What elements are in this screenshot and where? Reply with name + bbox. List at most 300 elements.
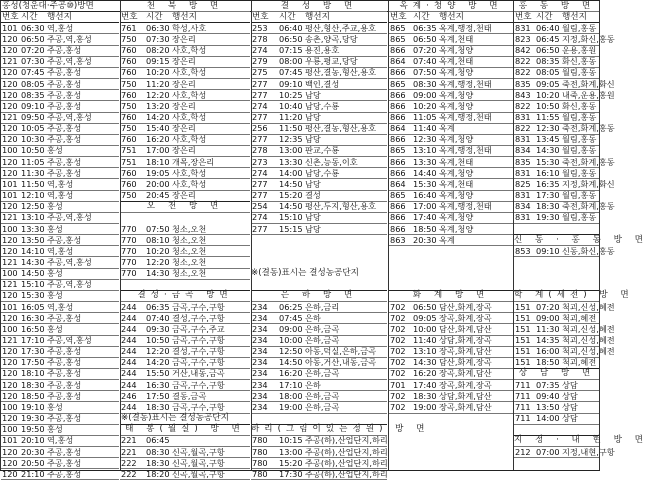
column-divider [388,0,389,471]
section-title: 홍성(청운대·주공⑩)방면 [2,0,94,11]
route-number: 277 [252,134,268,145]
header-number: 번호 [2,11,19,22]
destination: 금곡,구수,주교 [172,323,225,334]
destination: 주공,홍성 [47,457,82,468]
departure-time: 06:50 [413,33,437,44]
destination: 주공,홍성 [47,390,82,401]
route-number: 100 [2,268,18,279]
destination: 옥계,행정,천태 [439,145,492,156]
route-number: 831 [515,22,531,33]
departure-time: 09:00 [536,312,560,323]
row-divider [251,413,387,414]
departure-time: 11:20 [146,78,170,89]
route-number: 120 [2,390,18,401]
destination: 옥계,청양 [439,67,474,78]
destination: 결성 [305,190,321,201]
route-number: 760 [121,167,137,178]
departure-time: 11:55 [536,112,560,122]
destination: 장곡,화계,담산 [439,401,492,412]
route-number: 234 [252,390,268,401]
departure-time: 07:15 [279,45,303,56]
departure-time: 18:00 [279,390,303,401]
departure-time: 15:30 [21,290,45,301]
route-number: 834 [515,201,531,212]
route-number: 151 [515,335,531,345]
destination: 사호,학성 [172,178,207,189]
column-divider [0,0,1,471]
row-divider [514,223,600,224]
route-number: 843 [515,89,531,100]
destination: 결성,구수,구항 [172,312,225,323]
route-number: 780 [252,446,268,457]
departure-time: 20:30 [413,234,437,245]
route-number: 234 [252,401,268,412]
destination: 주공(하),산업단지,하리 [305,468,388,479]
departure-time: 14:30 [21,256,45,267]
route-number: 760 [121,112,137,122]
destination: 판교,수룡 [305,145,340,156]
route-number: 151 [515,301,531,312]
departure-time: 11:40 [413,123,437,134]
destination: 주공,홍성 [47,413,82,424]
destination: 옥계,천태 [439,33,474,44]
destination: 주공,홍성 [47,234,82,245]
route-number: 853 [515,245,531,256]
departure-time: 08:05 [21,78,45,89]
departure-time: 08:20 [146,45,170,56]
route-number: 750 [121,190,137,201]
departure-time: 12:20 [146,256,170,267]
departure-time: 19:00 [279,401,303,412]
section-title: 상 담 방 면 [518,368,596,379]
destination: 신곡,월곡,구항 [172,457,225,468]
destination: 지정,화계,화신 [562,178,615,189]
departure-time: 16:20 [279,368,303,379]
route-number: 780 [252,435,268,446]
departure-time: 19:50 [21,424,45,435]
route-number: 120 [2,67,18,78]
route-number: 750 [121,78,137,89]
row-divider [514,435,600,436]
destination: 은하 [305,379,321,390]
departure-time: 14:20 [146,357,170,368]
departure-time: 18:30 [413,390,437,401]
departure-time: 13:50 [536,401,560,412]
destination: 홍성 [47,424,63,435]
departure-time: 14:30 [146,268,170,279]
departure-time: 12:30 [413,134,437,145]
destination: 옥계,청양 [439,45,474,56]
route-number: 256 [252,123,268,134]
column-divider [513,0,514,471]
destination: 주공(하),산업단지,하리 [305,457,388,468]
route-number: 244 [121,357,137,368]
destination: 주공,역,홍성 [47,212,92,223]
route-number: 121 [2,212,18,223]
route-number: 831 [515,112,531,122]
destination: 주공,홍성 [47,67,82,78]
route-number: 864 [390,178,406,189]
route-number: 751 [121,145,137,156]
destination: 주공,홍성 [47,312,82,323]
header-destination: 행선지 [305,11,330,22]
route-number: 701 [390,379,406,390]
destination: 내죽,운용,홍원 [562,89,615,100]
destination: 장은리 [172,33,196,44]
route-number: 221 [121,446,137,457]
departure-time: 16:20 [146,134,170,145]
departure-time: 18:30 [21,379,45,390]
route-number: 234 [252,323,268,334]
departure-time: 10:25 [279,89,303,100]
route-number: 831 [515,190,531,201]
route-number: 822 [515,67,531,78]
departure-time: 14:50 [279,357,303,368]
route-number: 780 [252,457,268,468]
route-number: 866 [390,156,406,167]
destination: 거산,내동,금곡 [172,368,225,379]
departure-time: 18:30 [146,401,170,412]
departure-time: 15:30 [413,178,437,189]
destination: 옥계,천태 [439,56,474,67]
destination: 주공,홍성 [47,167,82,178]
route-number: 842 [515,45,531,56]
column-divider [599,0,600,471]
header-time: 시간 [279,11,296,22]
destination: 평산,두지,형산,용호 [305,201,377,212]
destination: 주공,홍성 [47,123,82,134]
destination: 담산,화계,장곡 [439,357,492,368]
departure-time: 07:30 [21,56,45,67]
destination: 옥계 [439,123,455,134]
route-number: 120 [2,45,18,56]
departure-time: 15:10 [21,279,45,290]
departure-time: 14:50 [279,201,303,212]
departure-time: 17:40 [413,212,437,223]
route-number: 760 [121,178,137,189]
departure-time: 09:50 [21,112,45,122]
destination: 금곡,구수,구항 [172,379,225,390]
route-number: 120 [2,368,18,379]
section-title: 옥계·청양 방 면 [399,0,503,11]
departure-time: 14:50 [279,178,303,189]
route-number: 278 [252,145,268,156]
row-divider [0,470,600,471]
route-number: 222 [121,457,137,468]
departure-time: 16:05 [21,301,45,312]
departure-time: 06:50 [279,33,303,44]
header-number: 번호 [252,11,269,22]
row-divider [514,457,600,458]
destination: 월림,홍동 [562,145,597,156]
departure-time: 09:10 [21,100,45,111]
destination: 홍성 [47,290,63,301]
destination: 남당 [305,89,321,100]
route-number: 121 [2,112,18,122]
route-number: 101 [2,178,18,189]
destination: 옥계,청양 [439,134,474,145]
row-divider [120,290,250,291]
route-number: 244 [121,368,137,379]
departure-time: 13:45 [536,134,560,145]
route-number: 865 [390,33,406,44]
destination: 아동,거산,내동,금곡 [305,357,377,368]
destination: 주공,역,홍성 [47,112,92,122]
departure-time: 15:40 [146,123,170,134]
route-number: 863 [390,234,406,245]
destination: 금곡,구수,구항 [172,357,225,368]
destination: 남당 [305,212,321,223]
route-number: 770 [121,256,137,267]
section-title: 결 성 방 면 [280,0,358,11]
destination: 죽전,화계,홍동 [562,123,615,134]
departure-time: 06:40 [536,22,560,33]
departure-time: 09:00 [413,89,437,100]
route-number: 711 [515,379,531,390]
departure-time: 09:00 [279,323,303,334]
destination: 주공,홍성 [47,89,82,100]
route-number: 866 [390,67,406,78]
departure-time: 20:10 [21,435,45,446]
section-title: 홍 동 방 면 [518,0,596,11]
destination: 주공(하),산업단지,하리 [305,446,388,457]
departure-time: 07:50 [146,223,170,234]
destination: 상담 [562,413,578,424]
route-number: 702 [390,390,406,401]
route-number: 101 [2,190,18,201]
route-number: 702 [390,335,406,345]
row-divider [514,290,600,291]
destination: 신곡,월곡,구항 [172,468,225,479]
departure-time: 15:50 [146,368,170,379]
departure-time: 13:00 [279,446,303,457]
route-number: 120 [2,468,18,479]
departure-time: 06:30 [146,22,170,33]
destination: 옥계,청양 [439,89,474,100]
route-number: 151 [515,357,531,368]
route-number: 702 [390,312,406,323]
destination: 남당,수룡 [305,100,340,111]
route-number: 822 [515,123,531,134]
departure-time: 20:30 [21,446,45,457]
route-number: 760 [121,67,137,78]
route-number: 120 [2,446,18,457]
route-number: 244 [121,323,137,334]
destination: 장은리 [172,56,196,67]
departure-time: 08:35 [21,89,45,100]
destination: 사호,학성 [172,67,207,78]
departure-time: 10:50 [146,335,170,345]
departure-time: 18:50 [536,357,560,368]
destination: 장은리 [172,123,196,134]
route-number: 702 [390,346,406,357]
destination: 주공,홍성 [47,368,82,379]
destination: 주공,홍성 [47,468,82,479]
departure-time: 10:05 [21,123,45,134]
route-number: 120 [2,357,18,368]
route-number: 244 [121,379,137,390]
departure-time: 14:35 [536,335,560,345]
destination: 남당,수룡 [305,167,340,178]
departure-time: 11:05 [21,156,45,167]
departure-time: 11:50 [21,178,45,189]
departure-time: 18:20 [146,468,170,479]
row-divider [389,290,513,291]
departure-time: 07:20 [21,45,45,56]
route-number: 120 [2,134,18,145]
departure-time: 20:45 [146,190,170,201]
destination: 역,홍성 [47,190,74,201]
route-number: 101 [2,435,18,446]
route-number: 866 [390,212,406,223]
section-title: 결성·금곡 방면 [137,290,233,301]
row-divider [120,279,250,280]
destination: 금곡,구수,구항 [172,301,225,312]
departure-time: 16:10 [536,167,560,178]
departure-time: 18:30 [146,457,170,468]
departure-time: 17:10 [21,335,45,345]
destination: 옥계,청양 [439,100,474,111]
destination: 화신,홍동 [562,56,597,67]
destination: 주공,역,홍성 [47,56,92,67]
departure-time: 15:20 [279,190,303,201]
departure-time: 19:10 [21,401,45,412]
destination: 개목,장은리 [172,156,215,167]
destination: 홍성 [47,401,63,412]
destination: 옥계 [439,234,455,245]
departure-time: 17:30 [21,346,45,357]
departure-time: 19:30 [21,413,45,424]
departure-time: 17:00 [146,145,170,156]
route-number: 277 [252,112,268,122]
destination: 평산,형산,주교,용호 [305,22,377,33]
route-number: 865 [390,190,406,201]
header-destination: 행선지 [172,11,197,22]
row-divider [251,234,387,235]
destination: 옥계,천태 [439,156,474,167]
header-number: 번호 [121,11,138,22]
route-number: 234 [252,301,268,312]
route-number: 120 [2,234,18,245]
section-title: 화 계 방 면 [412,290,490,301]
destination: 장은리 [172,78,196,89]
route-number: 760 [121,56,137,67]
destination: 주공,홍성 [47,346,82,357]
destination: 옥계,행정,천태 [439,112,492,122]
departure-time: 06:30 [21,22,45,33]
route-number: 822 [515,56,531,67]
destination: 주공,홍성 [47,78,82,89]
route-number: 702 [390,323,406,334]
route-number: 760 [121,89,137,100]
destination: 주공,홍성 [47,379,82,390]
row-divider [120,201,250,202]
departure-time: 07:40 [146,312,170,323]
departure-time: 14:30 [536,145,560,156]
destination: 척괴,신성,혜전 [562,323,615,334]
departure-time: 07:45 [279,67,303,78]
destination: 월림,홍동 [562,134,597,145]
destination: 청소,오천 [172,223,207,234]
route-number: 831 [515,134,531,145]
route-number: 212 [515,446,531,457]
departure-time: 10:20 [536,89,560,100]
departure-time: 16:40 [413,190,437,201]
route-number: 702 [390,301,406,312]
departure-time: 17:10 [279,379,303,390]
departure-time: 16:30 [21,312,45,323]
destination: 월림,홍동 [562,67,597,78]
route-number: 750 [121,100,137,111]
departure-time: 11:30 [536,323,560,334]
departure-time: 06:45 [536,33,560,44]
destination: 척괴,혜전 [562,312,597,323]
header-destination: 행선지 [562,11,587,22]
departure-time: 07:40 [413,56,437,67]
destination: 홍성 [47,201,63,212]
section-title: 학 계(세전) 방 면 [514,290,634,301]
route-number: 234 [252,368,268,379]
departure-time: 11:05 [413,112,437,122]
departure-time: 15:15 [279,223,303,234]
destination: 주공,홍성 [47,45,82,56]
route-number: 120 [2,201,18,212]
route-number: 221 [121,435,137,446]
route-number: 831 [515,212,531,223]
destination: 금곡,구수,구항 [172,335,225,345]
destination: 신곡,월곡,구항 [172,446,225,457]
destination: 주공,홍성 [47,100,82,111]
route-number: 244 [121,346,137,357]
departure-time: 14:40 [413,167,437,178]
destination: 지정,내현,구항 [562,446,615,457]
departure-time: 13:30 [413,156,437,167]
route-number: 750 [121,33,137,44]
route-number: 770 [121,223,137,234]
destination: 역,홍성 [47,178,74,189]
destination: 청소,오천 [172,234,207,245]
section-title: 오 천 방 면 [146,201,224,212]
header-time: 시간 [413,11,430,22]
route-number: 277 [252,178,268,189]
destination: 남당 [305,134,321,145]
row-divider [514,368,600,369]
departure-time: 15:30 [536,156,560,167]
departure-time: 11:50 [279,123,303,134]
departure-time: 09:05 [536,78,560,89]
route-number: 254 [252,201,268,212]
departure-time: 18:30 [536,201,560,212]
route-number: 120 [2,245,18,256]
route-number: 711 [515,401,531,412]
departure-time: 11:20 [279,112,303,122]
destination: 주공,역,홍성 [47,256,92,267]
note: ※(결동)표시는 결성농공단지 [251,268,359,279]
destination: 은하,금곡 [305,335,340,345]
row-divider [389,413,513,414]
route-number: 100 [2,145,18,156]
destination: 옥계,천태 [439,178,474,189]
departure-time: 06:35 [413,22,437,33]
departure-time: 13:10 [21,212,45,223]
route-number: 277 [252,190,268,201]
route-number: 278 [252,33,268,44]
route-number: 234 [252,357,268,368]
destination: 주공,역,홍성 [47,33,92,44]
destination: 화신,홍동 [562,100,597,111]
departure-time: 15:10 [279,212,303,223]
destination: 죽전,화계,홍동 [562,156,615,167]
